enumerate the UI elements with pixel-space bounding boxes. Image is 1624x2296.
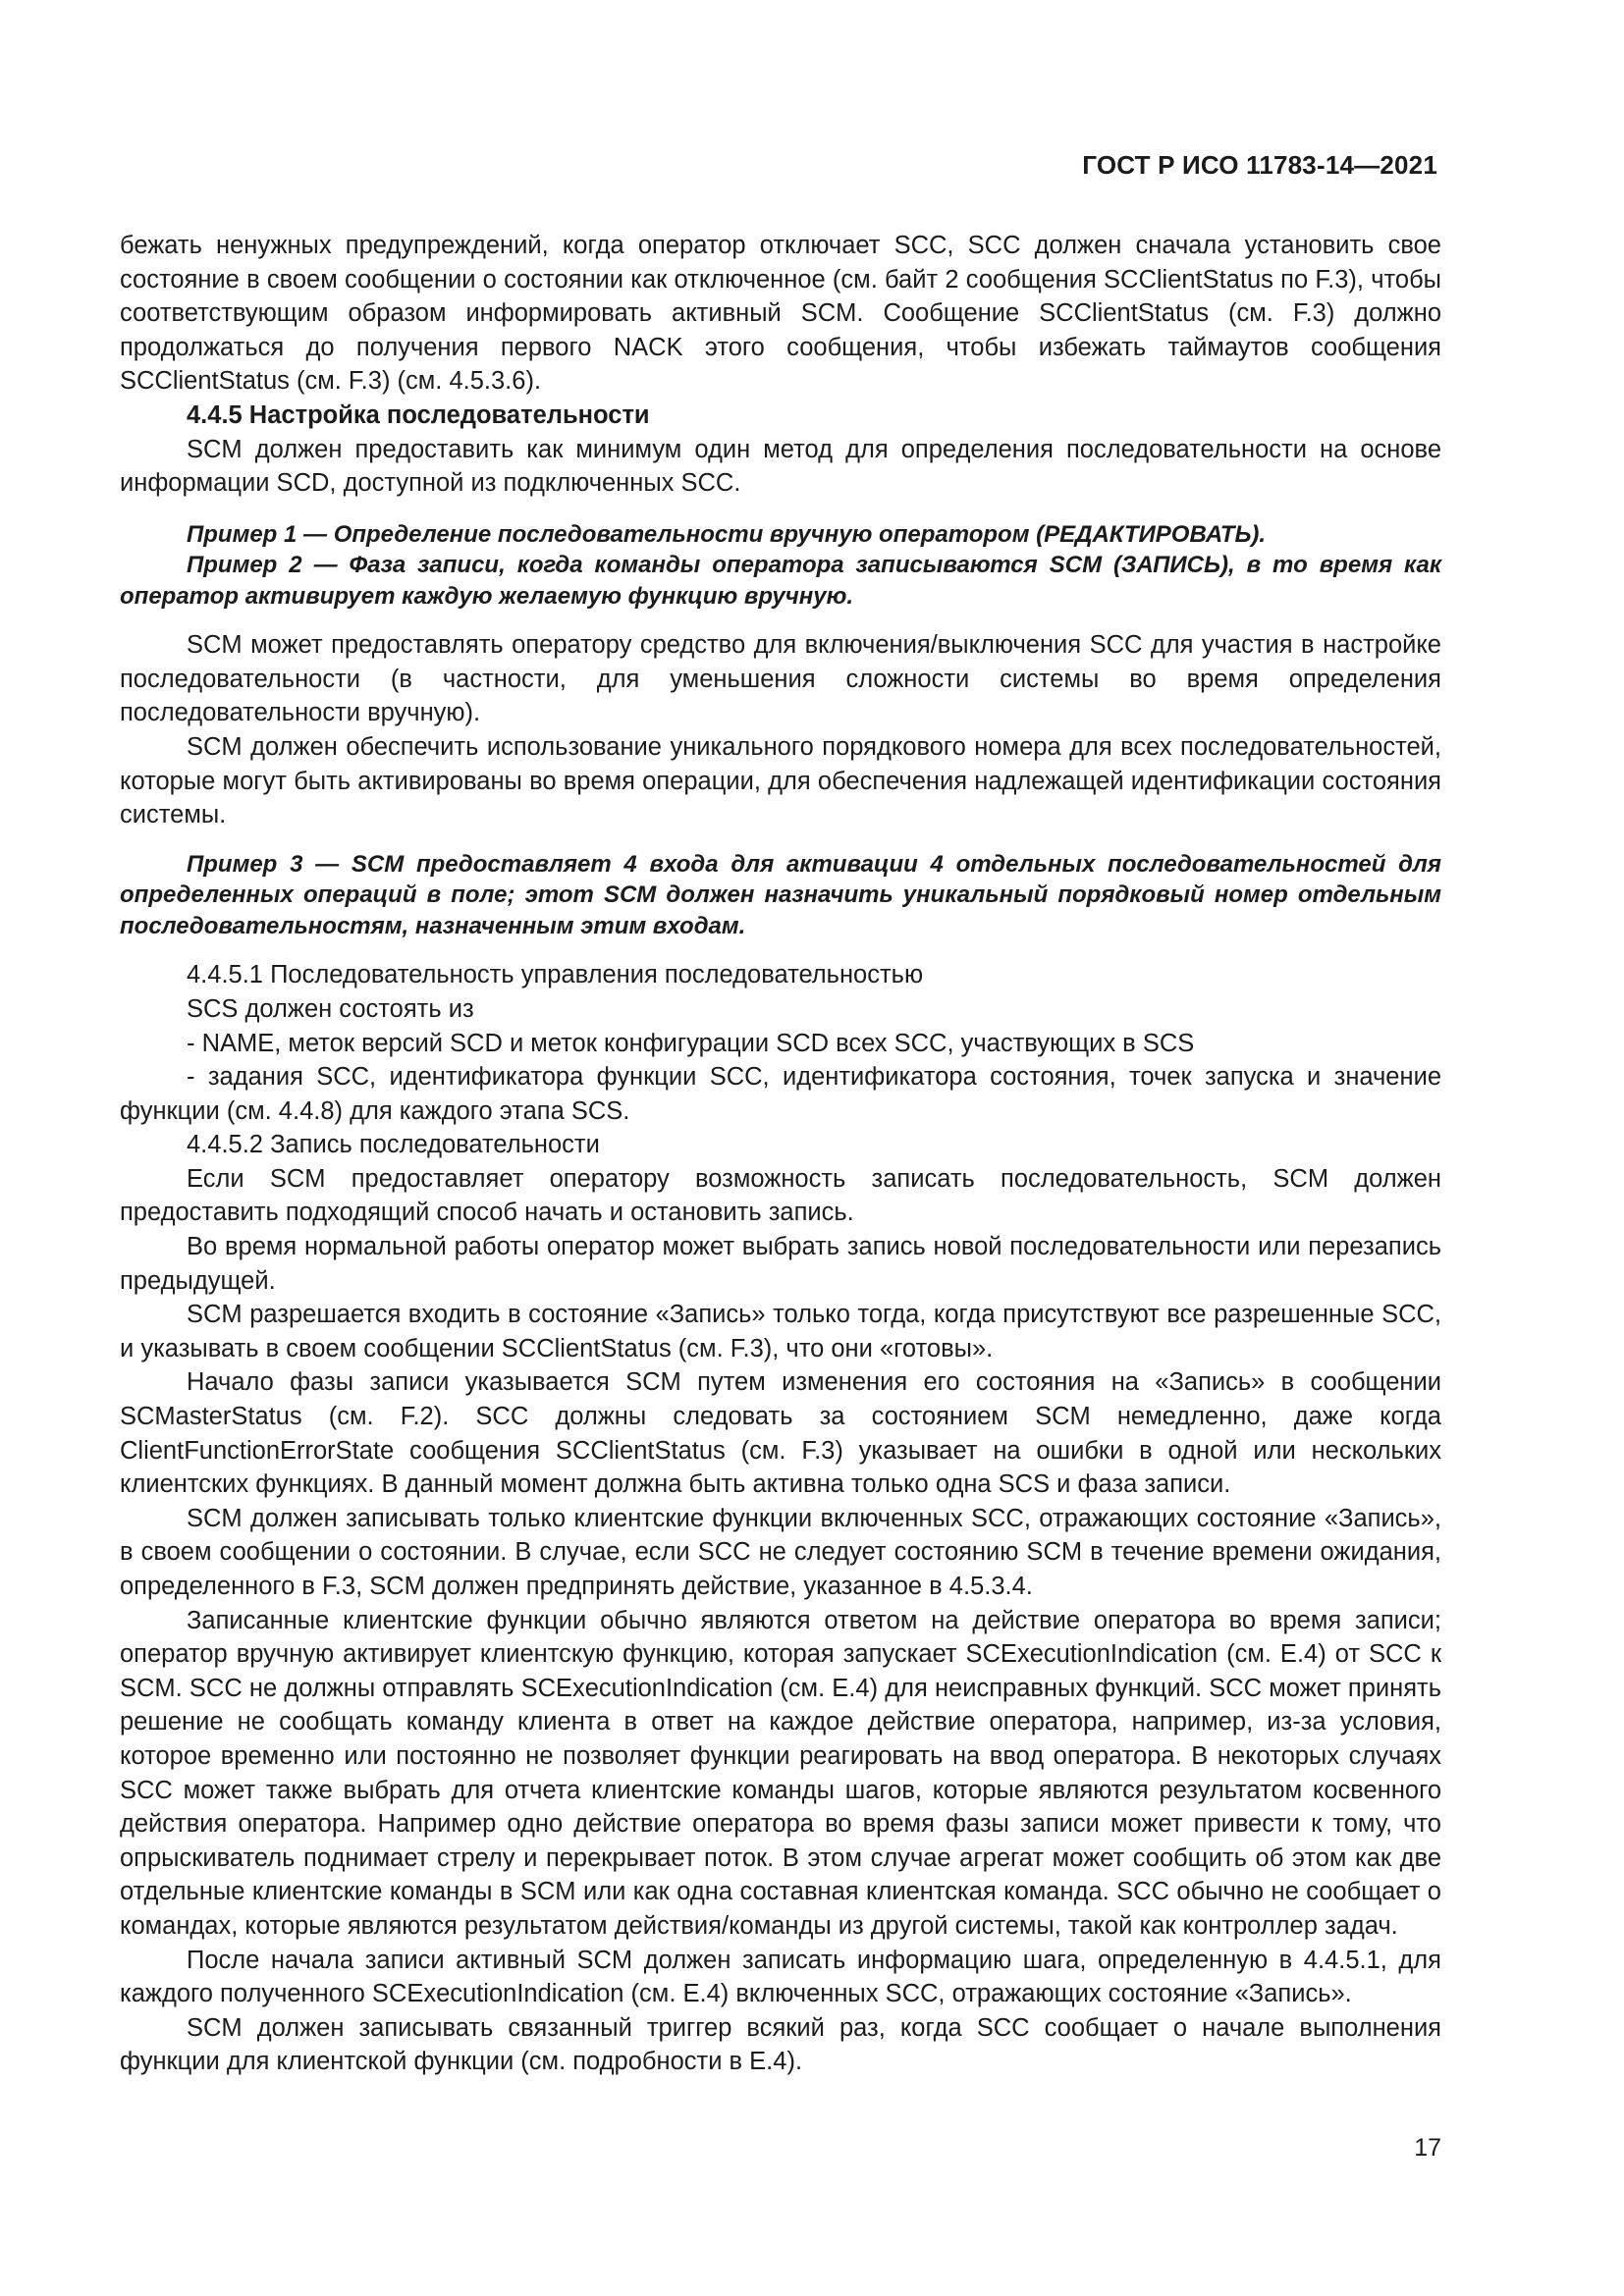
list-item: - задания SCC, идентификатора функции SCC, идентификатора состояния, точек запуска и значение функции (см. 4.4.8) для каждого этапа SCS. bbox=[120, 1063, 1441, 1125]
paragraph: Во время нормальной работы оператор может выбрать запись новой последовательности или перезапись предыдущей. bbox=[120, 1233, 1441, 1295]
paragraph: SCS должен состоять из bbox=[187, 994, 474, 1023]
paragraph: SCM разрешается входить в состояние «Запись» только тогда, когда присутствуют все разрешенные SCC, и указывать в своем сообщении SCClientStatus (см. F.3), что они «готовы». bbox=[120, 1301, 1441, 1362]
paragraph: SCM должен записывать связанный триггер всякий раз, когда SCC сообщает о начале выполнения функции для клиентской функции (см. подробности в E.4). bbox=[120, 2013, 1441, 2076]
example-3: Пример 3 — SCM предоставляет 4 входа для активации 4 отдельных последовательностей для определенных операций в поле; этот SCM должен назначить уникальный порядковый номер отдельным последовательностям, назначенным этим входам. bbox=[120, 850, 1441, 939]
example-1: Пример 1 — Определение последовательности вручную оператором (РЕДАКТИРОВАТЬ). bbox=[187, 520, 1267, 548]
section-heading-4-4-5: 4.4.5 Настройка последовательности bbox=[187, 400, 650, 429]
paragraph: SCM должен записывать только клиентские функции включенных SCC, отражающих состояние «Запись», в своем сообщении о состоянии. В случае, если SCC не следует состоянию SCM в течение времени ожидания, определенного в F.3, SCM должен предпринять действие, указанное в 4.5.3.4. bbox=[120, 1504, 1441, 1600]
example-2: Пример 2 — Фаза записи, когда команды оператора записываются SCM (ЗАПИСЬ), в то время как оператор активирует каждую желаемую функцию вручную. bbox=[120, 552, 1441, 610]
page-number: 17 bbox=[1414, 2134, 1441, 2162]
subsection-heading-4-4-5-2: 4.4.5.2 Запись последовательности bbox=[187, 1131, 600, 1159]
paragraph: Если SCM предоставляет оператору возможность записать последовательность, SCM должен предоставить подходящий способ начать и остановить запись. bbox=[120, 1164, 1441, 1227]
page-content bbox=[120, 229, 1441, 2079]
paragraph: SCM должен предоставить как минимум один метод для определения последовательности на основе информации SCD, доступной из подключенных SCC. bbox=[120, 435, 1441, 498]
paragraph: Записанные клиентские функции обычно являются ответом на действие оператора во время записи; оператор вручную активирует клиентскую функцию, которая запускает SCExecutionIndication (см. E.4) от SCC к SCM. SCC не должны отправлять SCExecutionIndication (см. E.4) для неисправных функций. SCC может принять решение не сообщать команду клиента в ответ на каждое действие оператора, например, из-за условия, которое временно или постоянно не позволяет функции реагировать на ввод оператора. В некоторых случаях SCC может также выбрать для отчета клиентские команды шагов, которые являются результатом косвенного действия оператора. Например одно действие оператора во время фазы записи может привести к тому, что опрыскиватель поднимает стрелу и перекрывает поток. В этом случае агрегат может сообщить об этом как две отдельные клиентские команды в SCM или как одна составная клиентская команда. SCC обычно не сообщает о командах, которые являются результатом действия/команды из другой системы, такой как контроллер задач. bbox=[120, 1606, 1441, 1940]
list-item: - NAME, меток версий SCD и меток конфигурации SCD всех SCC, участвующих в SCS bbox=[187, 1029, 1195, 1057]
paragraph: SCM может предоставлять оператору средство для включения/выключения SCC для участия в настройке последовательности (в частности, для уменьшения сложности системы во время определения последовательности вручную). bbox=[120, 631, 1441, 727]
subsection-heading-4-4-5-1: 4.4.5.1 Последовательность управления последовательностью bbox=[187, 961, 924, 989]
document-header-standard-code: ГОСТ Р ИСО 11783-14—2021 bbox=[1082, 150, 1437, 180]
paragraph: Начало фазы записи указывается SCM путем изменения его состояния на «Запись» в сообщении SCMasterStatus (см. F.2). SCC должны следовать за состоянием SCM немедленно, даже когда ClientFunctionErrorState сообщения SCClientStatus (см. F.3) указывает на ошибки в одной или нескольких клиентских функциях. В данный момент должна быть активна только одна SCS и фаза записи. bbox=[120, 1368, 1441, 1499]
paragraph: После начала записи активный SCM должен записать информацию шага, определенную в 4.4.5.1, для каждого полученного SCExecutionIndication (см. E.4) включенных SCC, отражающих состояние «Запись». bbox=[120, 1946, 1441, 2008]
paragraph: SCM должен обеспечить использование уникального порядкового номера для всех последовательностей, которые могут быть активированы во время операции, для обеспечения надлежащей идентификации состояния системы. bbox=[120, 733, 1441, 829]
paragraph-continuation: бежать ненужных предупреждений, когда оператор отключает SCC, SCC должен сначала установить свое состояние в своем сообщении о состоянии как отключенное (см. байт 2 сообщения SCClientStatus по F.3), чтобы соответствующим образом информировать активный SCM. Сообщение SCClientStatus (см. F.3) должно продолжаться до получения первого NACK этого сообщения, чтобы избежать таймаутов сообщения SCClientStatus (см. F.3) (см. 4.5.3.6). bbox=[120, 232, 1441, 396]
